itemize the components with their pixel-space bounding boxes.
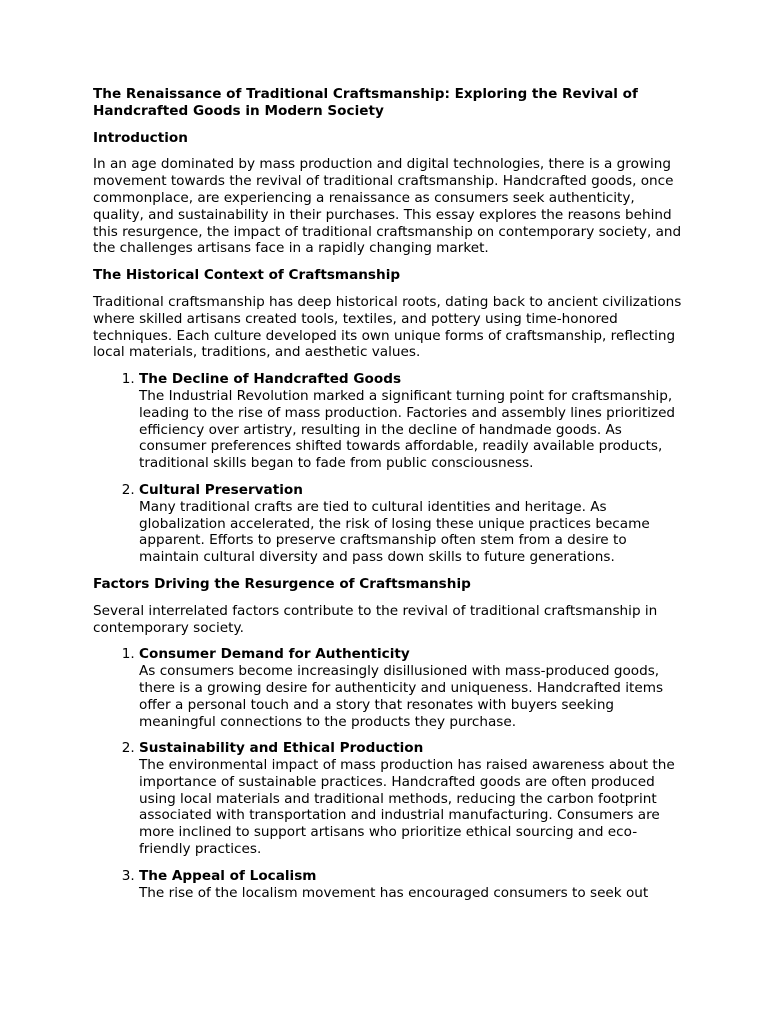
list-item-body: As consumers become increasingly disillusioned with mass-produced goods, there is a growing desire for authenticity and uniqueness. Handcrafted items offer a personal touch and a story that resonates with buyers seeking meaningful connections to the products they purchase. — [139, 663, 664, 730]
introduction-paragraph: In an age dominated by mass production and digital technologies, there is a growing movement towards the revival of traditional craftsmanship. Handcrafted goods, once commonplace, are experiencing a renaissance as consumers seek authenticity, quality, and sustainability in their purchases. This essay explores the reasons behind this resurgence, the impact of traditional craftsmanship on contemporary society, and the challenges artisans face in a rapidly changing market. — [93, 156, 682, 257]
list-item-title: 1. The Decline of Handcrafted Goods — [139, 371, 402, 388]
list-item — [139, 868, 683, 902]
list-item-body: Many traditional crafts are tied to cultural identities and heritage. As globalization accelerated, the risk of losing these unique practices became apparent. Efforts to preserve craftsmanship often stem from a desire to maintain cultural diversity and pass down skills to future generations. — [139, 498, 650, 566]
list-item — [139, 371, 683, 472]
list-item-body: The Industrial Revolution marked a significant turning point for craftsmanship, leading to the rise of mass production. Factories and assembly lines prioritized efficiency over artistry, resulting in the decline of handmade goods. As consumer preferences shifted towards affordable, readily available products, traditional skills began to fade from public consciousness. — [139, 387, 676, 472]
historical-context-list — [93, 371, 683, 566]
factors-paragraph: Several interrelated factors contribute to the revival of traditional craftsmanship in contemporary society. — [93, 602, 658, 636]
list-item — [139, 646, 683, 730]
list-item — [139, 482, 683, 566]
factors-list — [93, 646, 683, 901]
section-heading-introduction: Introduction — [93, 129, 188, 146]
document-page — [93, 86, 683, 911]
list-item-body: The rise of the localism movement has encouraged consumers to seek out — [139, 884, 649, 901]
section-heading-historical-context: The Historical Context of Craftsmanship — [93, 267, 401, 284]
list-item-title: 2. Sustainability and Ethical Production — [139, 740, 424, 757]
list-item — [139, 740, 683, 858]
list-item-title: 1. Consumer Demand for Authenticity — [139, 646, 410, 663]
list-item-body: The environmental impact of mass production has raised awareness about the importance of sustainable practices. Handcrafted goods are often produced using local materials and traditional methods, reducing the carbon footprint associated with transportation and industrial manufacturing. Consumers are more inclined to support artisans who prioritize ethical sourcing and eco-friendly practices. — [139, 757, 675, 858]
historical-context-paragraph: Traditional craftsmanship has deep historical roots, dating back to ancient civilizations where skilled artisans created tools, textiles, and pottery using time-honored techniques. Each culture developed its own unique forms of craftsmanship, reflecting local materials, traditions, and aesthetic values. — [93, 293, 682, 361]
document-title: The Renaissance of Traditional Craftsmanship: Exploring the Revival of Handcrafted Goods in Modern Society — [93, 86, 638, 119]
section-heading-factors: Factors Driving the Resurgence of Craftsmanship — [93, 575, 471, 592]
list-item-title: 3. The Appeal of Localism — [139, 867, 317, 884]
list-item-title: 2. Cultural Preservation — [139, 481, 303, 498]
